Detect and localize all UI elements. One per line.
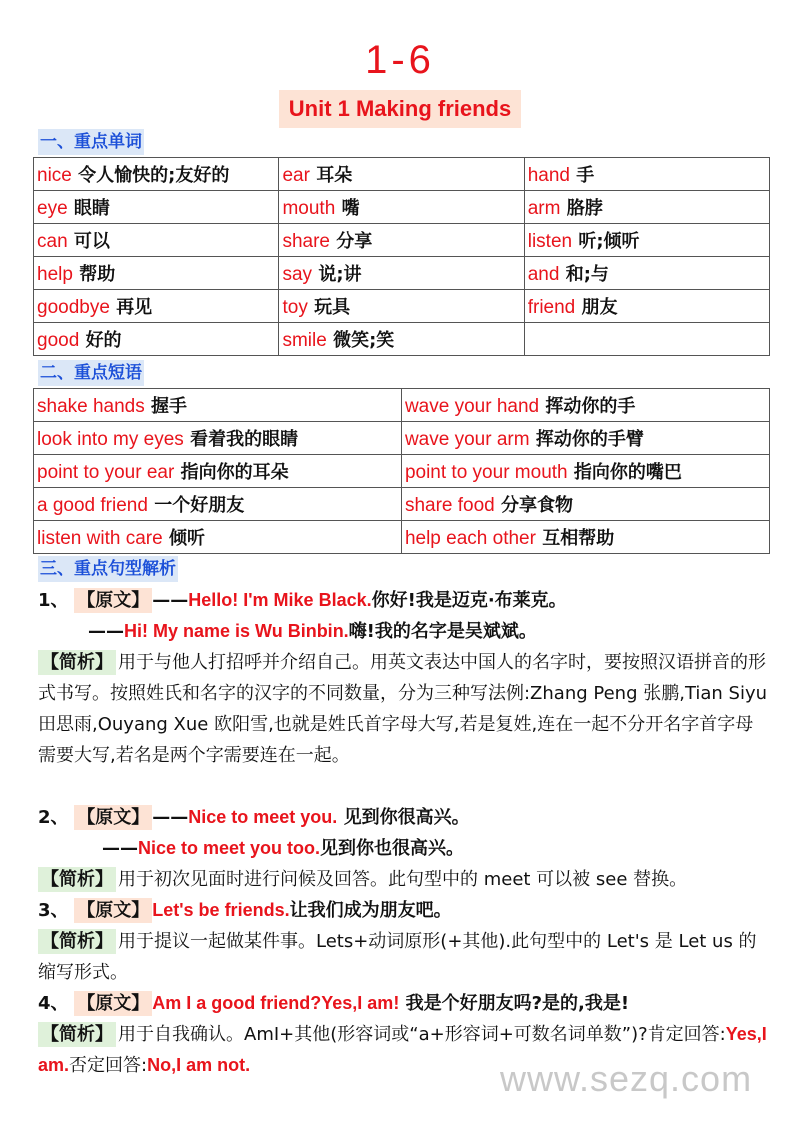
sentence-2-line-2: [102, 833, 800, 864]
english-term: toy: [282, 297, 308, 318]
word-row: [34, 290, 770, 323]
table-cell: [34, 257, 279, 290]
table-cell: [524, 257, 769, 290]
english-term: nice: [37, 165, 72, 186]
word-row: [34, 158, 770, 191]
original-tag: 【原文】: [74, 588, 152, 613]
analysis-tag: 【简析】: [38, 1022, 116, 1047]
chinese-translation: 你好!我是迈克·布莱克。: [371, 590, 567, 611]
table-cell: [34, 389, 402, 422]
section-title-sentences: 三、重点句型解析: [38, 556, 178, 582]
english-term: friend: [527, 297, 576, 318]
table-cell: [34, 488, 402, 521]
english-term: ear: [282, 165, 310, 186]
english-term: arm: [527, 198, 561, 219]
phrase-row: [34, 455, 770, 488]
original-tag: 【原文】: [74, 991, 152, 1016]
chinese-meaning: 再见: [116, 297, 153, 318]
chinese-meaning: 令人愉快的;友好的: [78, 165, 230, 186]
english-sentence: Hello! I'm Mike Black.: [188, 590, 372, 610]
chinese-meaning: 指向你的耳朵: [180, 462, 289, 483]
chinese-meaning: 说;讲: [318, 264, 362, 285]
sentence-number: 1、: [38, 590, 69, 611]
sentence-1-line-1: [38, 585, 768, 616]
table-cell: [279, 191, 524, 224]
english-term: good: [37, 330, 80, 351]
english-term: smile: [282, 330, 327, 351]
chinese-translation: 让我们成为朋友吧。: [289, 900, 452, 921]
section-title-phrases: 二、重点短语: [38, 360, 144, 386]
dash: ——: [152, 590, 189, 611]
chinese-translation: 嗨!我的名字是吴斌斌。: [348, 621, 537, 642]
chinese-meaning: 挥动你的手: [545, 396, 636, 417]
english-sentence: Let's be friends.: [152, 900, 290, 920]
chinese-meaning: 听;倾听: [578, 231, 640, 252]
analysis-text: 用于提议一起做某件事。Lets+动词原形(+其他).此句型中的 Let's 是 Let us 的缩写形式。: [38, 931, 757, 983]
word-row: [34, 257, 770, 290]
chinese-meaning: 指向你的嘴巴: [573, 462, 682, 483]
english-term: say: [282, 264, 313, 285]
chinese-meaning: 好的: [85, 330, 122, 351]
word-row: [34, 224, 770, 257]
table-cell: [34, 290, 279, 323]
chinese-meaning: 分享食物: [501, 495, 574, 516]
english-term: can: [37, 231, 68, 252]
negative-answer: No,I am not.: [147, 1055, 251, 1075]
watermark: www.sezq.com: [500, 1058, 753, 1099]
english-term: listen: [527, 231, 573, 252]
chinese-translation: 见到你也很高兴。: [320, 838, 465, 859]
sentence-2-line-1: [38, 802, 768, 833]
sentence-1-line-2: [88, 616, 800, 647]
english-sentence: Nice to meet you too.: [138, 838, 321, 858]
chinese-meaning: 眼睛: [73, 198, 110, 219]
chinese-meaning: 玩具: [314, 297, 351, 318]
english-term: wave your arm: [404, 429, 530, 450]
section-title-words: 一、重点单词: [38, 129, 144, 155]
word-row: [34, 323, 770, 356]
chinese-meaning: 挥动你的手臂: [535, 429, 644, 450]
table-cell: [34, 422, 402, 455]
english-term: look into my eyes: [37, 429, 184, 450]
table-cell: [401, 389, 769, 422]
sentence-number: 2、: [38, 807, 69, 828]
chinese-meaning: 嘴: [341, 198, 360, 219]
page-number: 1-6: [365, 38, 435, 82]
english-term: point to your ear: [37, 462, 175, 483]
original-tag: 【原文】: [74, 805, 152, 830]
table-cell: [279, 290, 524, 323]
english-term: a good friend: [37, 495, 148, 516]
chinese-meaning: 朋友: [581, 297, 618, 318]
analysis-text: 用于自我确认。AmI+其他(形容词或“a+形容词+可数名词单数”)?肯定回答:: [118, 1024, 726, 1045]
phrase-row: [34, 488, 770, 521]
english-sentence: Hi! My name is Wu Binbin.: [124, 621, 349, 641]
english-term: wave your hand: [404, 396, 540, 417]
table-cell: [279, 224, 524, 257]
sentence-3-line-1: [38, 895, 768, 926]
chinese-meaning: 一个好朋友: [154, 495, 245, 516]
chinese-translation: 见到你很高兴。: [337, 807, 470, 828]
english-term: share food: [404, 495, 495, 516]
phrase-row: [34, 521, 770, 554]
english-term: help: [37, 264, 73, 285]
table-cell: [401, 455, 769, 488]
table-cell: [401, 488, 769, 521]
english-term: eye: [37, 198, 68, 219]
table-cell: [34, 224, 279, 257]
table-cell: [34, 158, 279, 191]
english-term: share: [282, 231, 330, 252]
analysis-text: 用于初次见面时进行问候及回答。此句型中的 meet 可以被 see 替换。: [118, 869, 688, 890]
table-cell: [279, 257, 524, 290]
table-cell: [279, 158, 524, 191]
chinese-meaning: 微笑;笑: [333, 330, 395, 351]
sentence-4-line-1: [38, 988, 768, 1019]
english-term: listen with care: [37, 528, 163, 549]
chinese-meaning: 分享: [336, 231, 373, 252]
table-cell: [34, 521, 402, 554]
analysis-text: 用于与他人打招呼并介绍自己。用英文表达中国人的名字时，要按照汉语拼音的形式书写。按照姓氏和名字的汉字的不同数量，分为三种写法例:Zhang Peng 张鹏,Tian Siyu 田思雨,Ouyang Xue 欧阳雪,也就是姓氏首字母大写,若是复姓,连在一起不分开名字首字母需要大写,若名是两个字需要连在一起。: [38, 652, 768, 766]
original-tag: 【原文】: [74, 898, 152, 923]
chinese-translation: 我是个好朋友吗?是的,我是!: [399, 993, 630, 1014]
english-sentence: Am I a good friend?Yes,I am!: [152, 993, 400, 1013]
table-cell: [524, 323, 769, 356]
phrase-row: [34, 389, 770, 422]
positive-answer: Yes,I am.: [38, 1024, 767, 1075]
chinese-meaning: 耳朵: [316, 165, 353, 186]
chinese-meaning: 看着我的眼睛: [190, 429, 299, 450]
sentence-1-analysis: [38, 647, 768, 771]
chinese-meaning: 帮助: [79, 264, 116, 285]
chinese-meaning: 互相帮助: [542, 528, 615, 549]
table-cell: [524, 224, 769, 257]
dash: ——: [88, 621, 124, 642]
analysis-tag: 【简析】: [38, 650, 116, 675]
table-cell: [279, 323, 524, 356]
english-term: mouth: [282, 198, 336, 219]
sentence-2-analysis: [38, 864, 768, 895]
unit-title: Unit 1 Making friends: [279, 90, 521, 128]
sentence-number: 3、: [38, 900, 69, 921]
sentence-3-analysis: [38, 926, 768, 988]
english-term: and: [527, 264, 560, 285]
table-cell: [401, 521, 769, 554]
table-cell: [34, 323, 279, 356]
english-term: goodbye: [37, 297, 110, 318]
dash: ——: [102, 838, 138, 859]
analysis-tag: 【简析】: [38, 867, 116, 892]
chinese-meaning: 倾听: [168, 528, 205, 549]
english-term: point to your mouth: [404, 462, 568, 483]
table-cell: [34, 455, 402, 488]
phrases-table: [33, 388, 770, 554]
dash: ——: [152, 807, 189, 828]
table-cell: [524, 290, 769, 323]
english-term: shake hands: [37, 396, 145, 417]
analysis-text: 否定回答:: [69, 1055, 148, 1076]
chinese-meaning: 握手: [151, 396, 188, 417]
chinese-meaning: 胳脖: [566, 198, 603, 219]
english-term: help each other: [404, 528, 536, 549]
chinese-meaning: 可以: [73, 231, 110, 252]
chinese-meaning: 和;与: [565, 264, 609, 285]
chinese-meaning: 手: [576, 165, 595, 186]
table-cell: [524, 191, 769, 224]
english-sentence: Nice to meet you.: [188, 807, 338, 827]
analysis-tag: 【简析】: [38, 929, 116, 954]
table-cell: [34, 191, 279, 224]
table-cell: [401, 422, 769, 455]
table-cell: [524, 158, 769, 191]
words-table: [33, 157, 770, 356]
english-term: hand: [527, 165, 570, 186]
sentence-number: 4、: [38, 993, 69, 1014]
phrase-row: [34, 422, 770, 455]
word-row: [34, 191, 770, 224]
